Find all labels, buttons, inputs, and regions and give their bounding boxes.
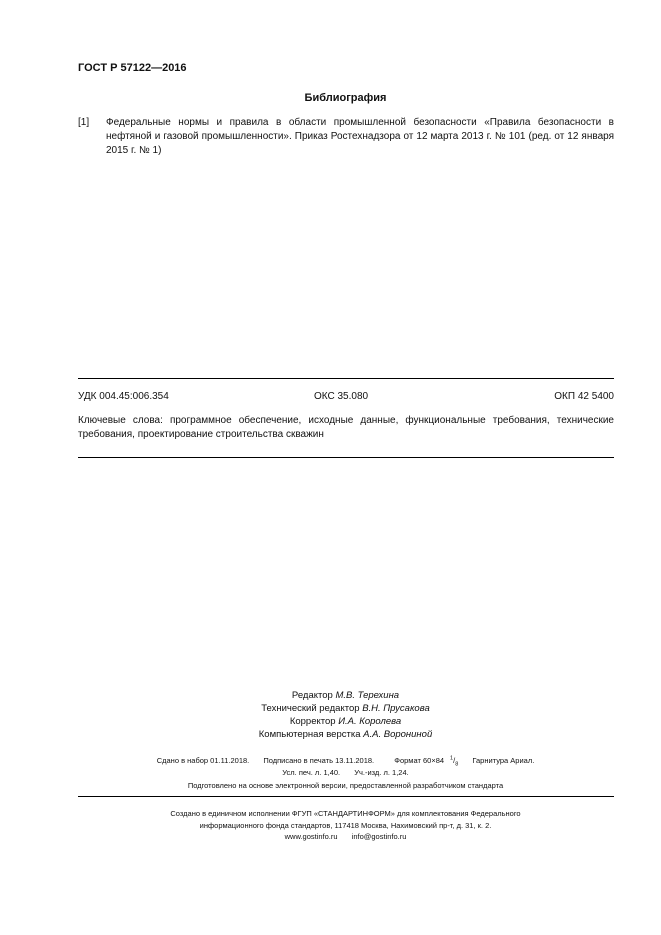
keywords: Ключевые слова: программное обеспечение, исходные данные, функциональные требования, технические требования, проектирование строительства скважин	[78, 415, 614, 440]
credit-role: Компьютерная верстка	[258, 729, 361, 740]
credit-role: Редактор	[291, 690, 333, 701]
document-code: ГОСТ Р 57122—2016	[78, 62, 187, 74]
credit-editor	[0, 689, 661, 702]
imprint-row-1	[0, 755, 661, 767]
imprint-font: Гарнитура Ариал.	[472, 755, 535, 765]
imprint-created-line-2: информационного фонда стандартов, 117418 Москва, Нахимовский пр-т, д. 31, к. 2.	[199, 821, 492, 830]
credit-person: В.Н. Прусакова	[362, 703, 430, 714]
udk-code: УДК 004.45:006.354	[78, 391, 169, 402]
credit-layout	[0, 728, 661, 741]
website-link[interactable]: www.gostinfo.ru	[284, 832, 338, 841]
credit-person: И.А. Королева	[338, 716, 402, 727]
credit-person: М.В. Терехина	[335, 690, 400, 701]
imprint-row-2	[0, 768, 661, 777]
credit-tech-editor	[0, 702, 661, 715]
classification-row	[78, 391, 614, 405]
imprint-prepared: Подготовлено на основе электронной версии, предоставленной разработчиком стандарта	[187, 781, 504, 790]
credit-role: Технический редактор	[261, 703, 360, 714]
credit-role: Корректор	[289, 716, 336, 727]
imprint-format: Формат 60×84 $^1/_8$	[394, 755, 459, 767]
divider-top	[78, 378, 614, 379]
divider-bottom	[78, 457, 614, 458]
okp-code: ОКП 42 5400	[554, 391, 614, 402]
bibliography-item-number: [1]	[78, 117, 90, 128]
oks-code: ОКС 35.080	[314, 391, 369, 402]
imprint-usl-pech: Усл. печ. л. 1,40.	[282, 768, 341, 777]
imprint-created-line-1: Создано в единичном исполнении ФГУП «СТАНДАРТИНФОРМ» для комплектования Федерального	[170, 809, 521, 818]
credits-block	[0, 689, 661, 741]
email-link[interactable]: info@gostinfo.ru	[351, 832, 407, 841]
imprint-contacts	[0, 832, 661, 841]
credit-corrector	[0, 715, 661, 728]
bibliography-title: Библиография	[304, 92, 387, 104]
credit-person: А.А. Ворониной	[363, 729, 433, 740]
imprint-divider	[78, 796, 614, 797]
bibliography-item-text: Федеральные нормы и правила в области промышленной безопасности «Правила безопасности в нефтяной и газовой промышленности». Приказ Ростехнадзора от 12 марта 2013 г. № 101 (ред. от 12 января 2015 г. № 1)	[106, 117, 614, 156]
imprint-podpisano: Подписано в печать 13.11.2018.	[263, 755, 375, 765]
imprint-sdano: Сдано в набор 01.11.2018.	[156, 755, 250, 765]
imprint-uch-izd: Уч.-изд. л. 1,24.	[354, 768, 409, 777]
